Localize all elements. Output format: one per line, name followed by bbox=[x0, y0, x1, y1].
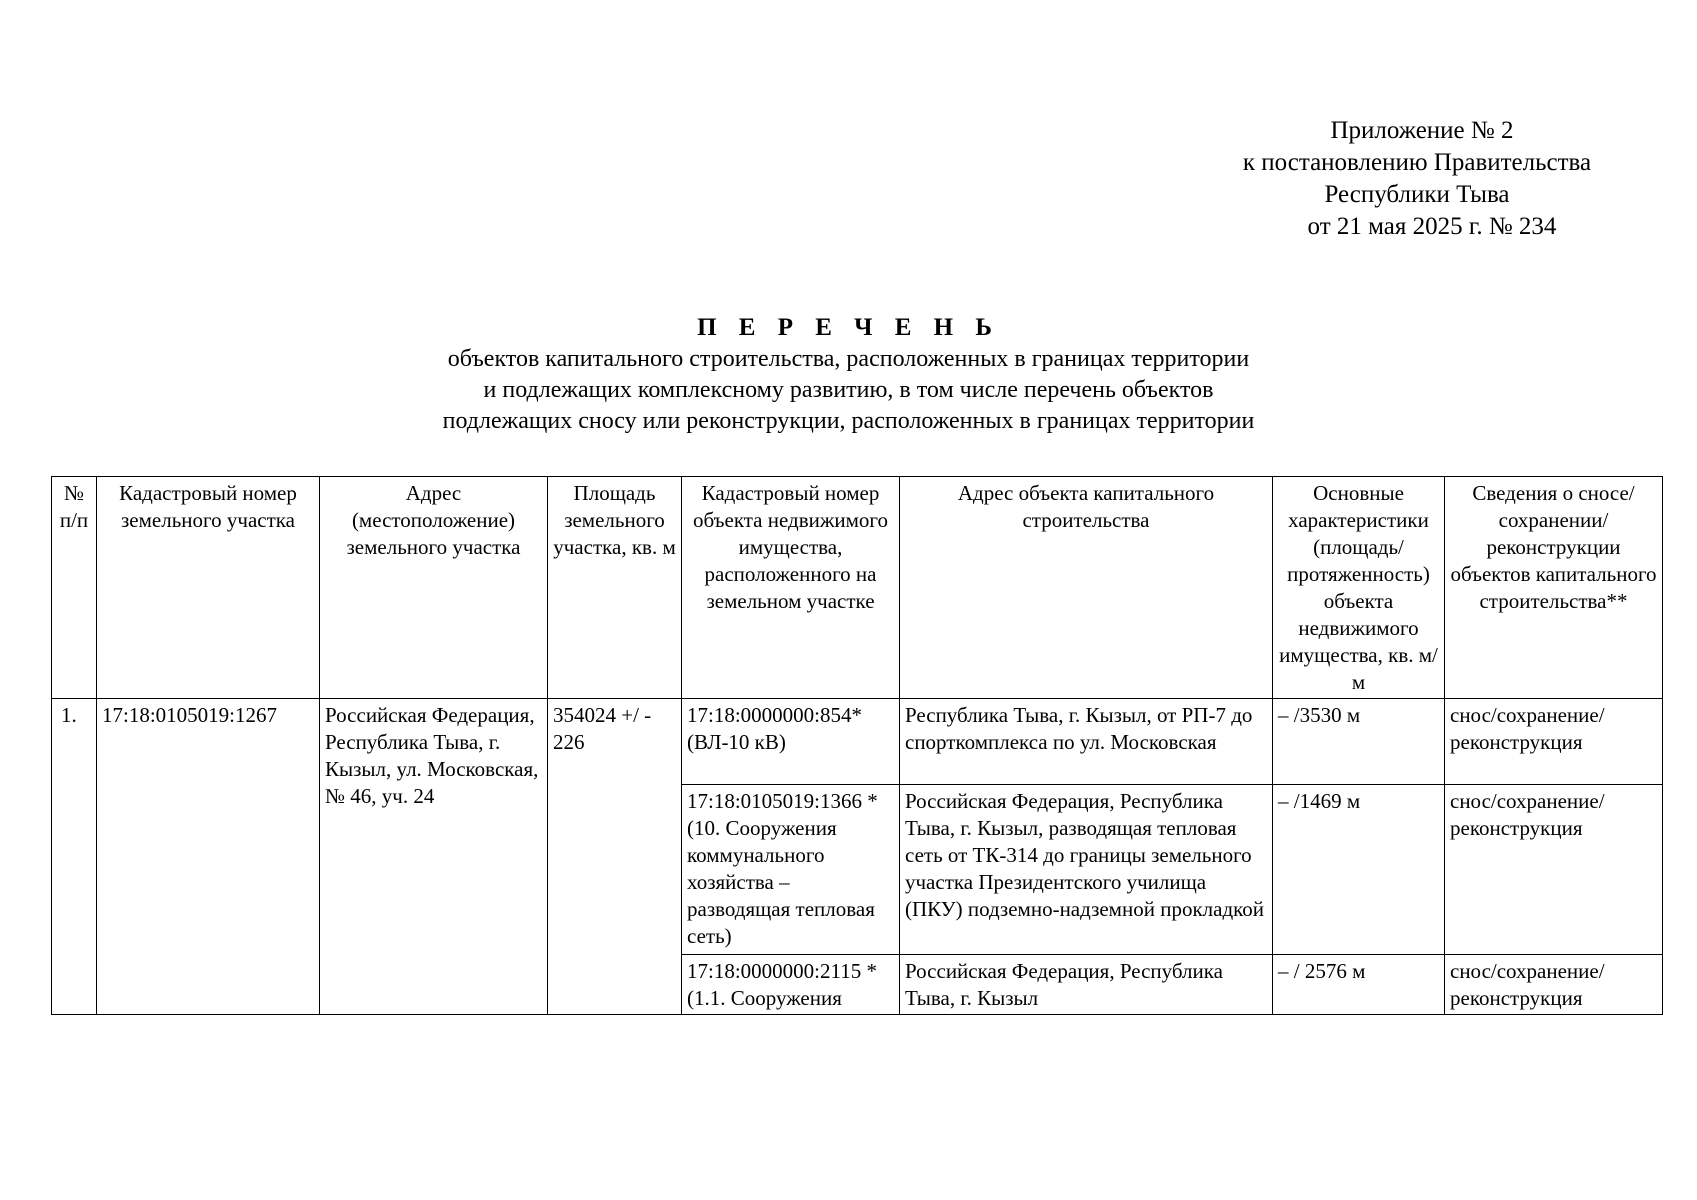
object-cadastral-number: 17:18:0105019:1366 * (10. Сооружения коммунального хозяйства – разводящая тепловая сеть) bbox=[682, 785, 900, 955]
parcel-cadastral-number: 17:18:0105019:1267 bbox=[97, 699, 320, 1015]
document-title-block bbox=[0, 312, 1697, 437]
objects-table bbox=[51, 476, 1663, 1015]
appendix-number: Приложение № 2 bbox=[1330, 117, 1514, 144]
appendix-date: от 21 мая 2025 г. № 234 bbox=[1307, 213, 1557, 240]
header-parcel-area: Площадь земельного участка, кв. м bbox=[548, 477, 682, 699]
header-parcel-cadastral: Кадастровый номер земельного участка bbox=[97, 477, 320, 699]
document-subtitle-line-3: подлежащих сносу или реконструкции, расположенных в границах территории bbox=[442, 408, 1255, 434]
document-subtitle-line-1: объектов капитального строительства, расположенных в границах территории bbox=[447, 346, 1250, 372]
object-status: снос/сохранение/ реконструкция bbox=[1445, 955, 1663, 1015]
row-number: 1. bbox=[52, 699, 97, 1015]
header-parcel-address: Адрес (местоположение) земельного участка bbox=[320, 477, 548, 699]
object-status: снос/сохранение/ реконструкция bbox=[1445, 785, 1663, 955]
header-characteristics: Основные характеристики (площадь/ протяженность) объекта недвижимого имущества, кв. м/м bbox=[1273, 477, 1445, 699]
document-subtitle-line-2: и подлежащих комплексному развитию, в том числе перечень объектов bbox=[483, 377, 1214, 403]
appendix-republic: Республики Тыва bbox=[1324, 181, 1510, 208]
appendix-header bbox=[1197, 115, 1637, 243]
object-address: Российская Федерация, Республика Тыва, г. Кызыл bbox=[900, 955, 1273, 1015]
parcel-area: 354024 +/ - 226 bbox=[548, 699, 682, 1015]
header-object-cadastral: Кадастровый номер объекта недвижимого имущества, расположенного на земельном участке bbox=[682, 477, 900, 699]
object-address: Российская Федерация, Республика Тыва, г. Кызыл, разводящая тепловая сеть от ТК-314 до границы земельного участка Президентского училища (ПКУ) подземно-надземной прокладкой bbox=[900, 785, 1273, 955]
object-address: Республика Тыва, г. Кызыл, от РП-7 до спорткомплекса по ул. Московская bbox=[900, 699, 1273, 785]
object-cadastral-number: 17:18:0000000:2115 * (1.1. Сооружения bbox=[682, 955, 900, 1015]
table-header-row bbox=[52, 477, 1663, 699]
appendix-resolution: к постановлению Правительства bbox=[1242, 149, 1592, 176]
object-status: снос/сохранение/ реконструкция bbox=[1445, 699, 1663, 785]
table-row bbox=[52, 699, 1663, 785]
object-characteristics: – /3530 м bbox=[1273, 699, 1445, 785]
object-characteristics: – / 2576 м bbox=[1273, 955, 1445, 1015]
parcel-address: Российская Федерация, Республика Тыва, г. Кызыл, ул. Московская, № 46, уч. 24 bbox=[320, 699, 548, 1015]
object-cadastral-number: 17:18:0000000:854* (ВЛ-10 кВ) bbox=[682, 699, 900, 785]
header-status: Сведения о сносе/ сохранении/ реконструкции объектов капитального строительства** bbox=[1445, 477, 1663, 699]
object-characteristics: – /1469 м bbox=[1273, 785, 1445, 955]
header-object-address: Адрес объекта капитального строительства bbox=[900, 477, 1273, 699]
document-title: П Е Р Е Ч Е Н Ь bbox=[697, 314, 1000, 341]
header-number: № п/п bbox=[52, 477, 97, 699]
